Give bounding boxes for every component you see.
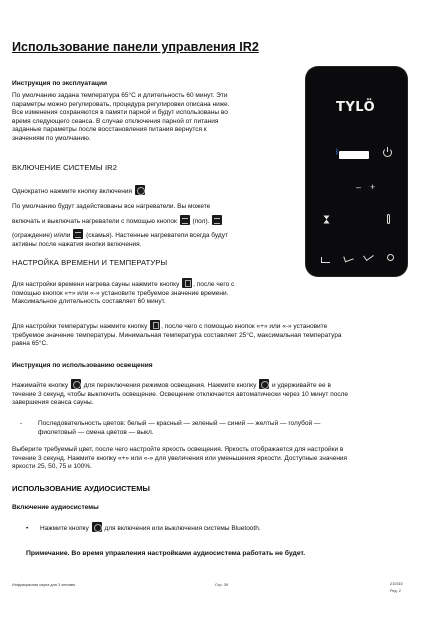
floor-heater-button-icon[interactable] — [363, 251, 374, 261]
page-title: Использование панели управления IR2 — [12, 40, 259, 54]
heaters-line: По умолчанию будут задействованы все нагреватели. Вы можете — [12, 203, 211, 210]
thermometer-icon — [150, 320, 160, 330]
lighting-paragraph — [12, 379, 348, 408]
footer-page: Стр. 39 — [215, 583, 228, 587]
operation-intro — [12, 92, 229, 144]
heaters-line: (ограждение) и/или (скамья). Настенные нагреватели всегда будут — [12, 229, 228, 241]
heaters-line: включать и выключать нагреватели с помощью кнопок (пол). — [12, 215, 228, 227]
bench-heater-button-icon[interactable] — [321, 257, 330, 263]
brightness-line: Выберите требуемый цвет, после чего настройте яркость освещения. Яркость отображается для настройки в — [12, 446, 344, 453]
brightness-paragraph — [12, 446, 347, 472]
intro-line: По умолчанию задана температура 65°C и длительность 60 минут. Эти — [12, 92, 228, 99]
minus-button[interactable]: – — [356, 182, 362, 192]
power-on-heading: ВКЛЮЧЕНИЕ СИСТЕМЫ IR2 — [12, 163, 118, 172]
intro-line: значениям по умолчанию. — [12, 134, 91, 142]
audio-subheading: Включение аудиосистемы — [12, 504, 99, 511]
lighting-line: Нажимайте кнопку для переключения режимов освещения. Нажмите кнопку и удерживайте ее в — [12, 379, 348, 391]
control-panel — [306, 67, 407, 276]
audio-note: Примечание. Во время управления настройками аудиосистема работать не будет. — [26, 550, 306, 557]
audio-bullet: • Нажмите кнопку для включения или выключения системы Bluetooth. — [26, 522, 261, 534]
intro-line: время следующего сеанса. В случае отключения парной от питания — [12, 117, 219, 125]
heaters-paragraph — [12, 203, 228, 249]
audio-heading: ИСПОЛЬЗОВАНИЕ АУДИОСИСТЕМЫ — [12, 484, 150, 493]
panel-display — [339, 151, 369, 159]
floor-heater-icon — [180, 215, 190, 225]
light-button-icon[interactable] — [387, 254, 394, 261]
fence-heater-button-icon[interactable] — [343, 254, 354, 263]
footer-date: 210315 — [390, 582, 403, 586]
brightness-line: яркости 25, 50, 75 и 100%. — [12, 463, 92, 471]
temp-line: равна 65°C. — [12, 340, 49, 348]
time-line: помощью кнопок «+» или «-» установите требуемое значение времени. — [12, 289, 229, 297]
temp-line: Для настройки температуры нажмите кнопку , после чего с помощью кнопок «+» или «-» установите — [12, 320, 342, 332]
time-line: Для настройки времени нагрева сауны нажмите кнопку , после чего с — [12, 278, 234, 290]
intro-line: заданные параметры после восстановления питания вернутся к — [12, 126, 207, 134]
heaters-line: активны после нажатия кнопки включения. — [12, 240, 142, 248]
bluetooth-icon[interactable]: ᛒ — [335, 149, 340, 156]
power-on-line — [12, 185, 146, 197]
tylo-logo: TYLÖ — [336, 100, 376, 115]
sequence-line: - Последовательность цветов: белый — красный — зеленый — синий — желтый — голубой — — [20, 420, 321, 427]
color-sequence — [20, 420, 320, 437]
time-line: Максимальное длительность составляет 60 минут. — [12, 298, 166, 306]
intro-line: Все изменения сохраняются в памяти парной и будут использованы во — [12, 109, 228, 117]
footer-left: Инфракрасная сауна для 3 человек — [12, 583, 76, 587]
time-paragraph — [12, 278, 234, 307]
footer-revision: Ред. 2 — [390, 589, 401, 593]
fence-heater-icon — [212, 215, 222, 225]
lighting-heading: Инструкция по использованию освещения — [12, 362, 153, 369]
plus-button[interactable]: + — [370, 182, 376, 192]
power-on-text: Однократно нажмите кнопку включения — [12, 188, 132, 195]
power-icon — [135, 185, 145, 195]
hourglass-button-icon[interactable] — [323, 215, 330, 224]
sequence-line: фиолетовый — смена цветов — выкл. — [38, 428, 154, 436]
lighting-line: завершения сеанса сауны. — [12, 399, 94, 407]
temp-paragraph — [12, 320, 342, 349]
light-bulb-icon — [259, 379, 269, 389]
operation-heading: Инструкция по эксплуатации — [12, 80, 108, 87]
temp-line: требуемое значение температуры. Минимальная температура составляет 25°C, максимальная температура — [12, 331, 342, 339]
light-bulb-icon — [71, 379, 81, 389]
bluetooth-button-icon — [92, 522, 102, 532]
power-button-icon[interactable] — [383, 148, 392, 157]
hourglass-icon — [182, 278, 192, 288]
time-temp-heading: НАСТРОЙКА ВРЕМЕНИ И ТЕМПЕРАТУРЫ — [12, 258, 168, 267]
brightness-line: течение 3 секунд. Нажмите кнопку «+» или «-» для увеличения или уменьшения яркости. Доступные значения — [12, 454, 348, 462]
intro-line: параметры можно регулировать, процедура регулировки описана ниже. — [12, 100, 230, 108]
bench-heater-icon — [73, 229, 83, 239]
thermometer-button-icon[interactable] — [387, 214, 390, 224]
lighting-line: течение 3 секунд, чтобы выключить освещение. Освещение отключается автоматически через 10 минут после — [12, 390, 349, 398]
